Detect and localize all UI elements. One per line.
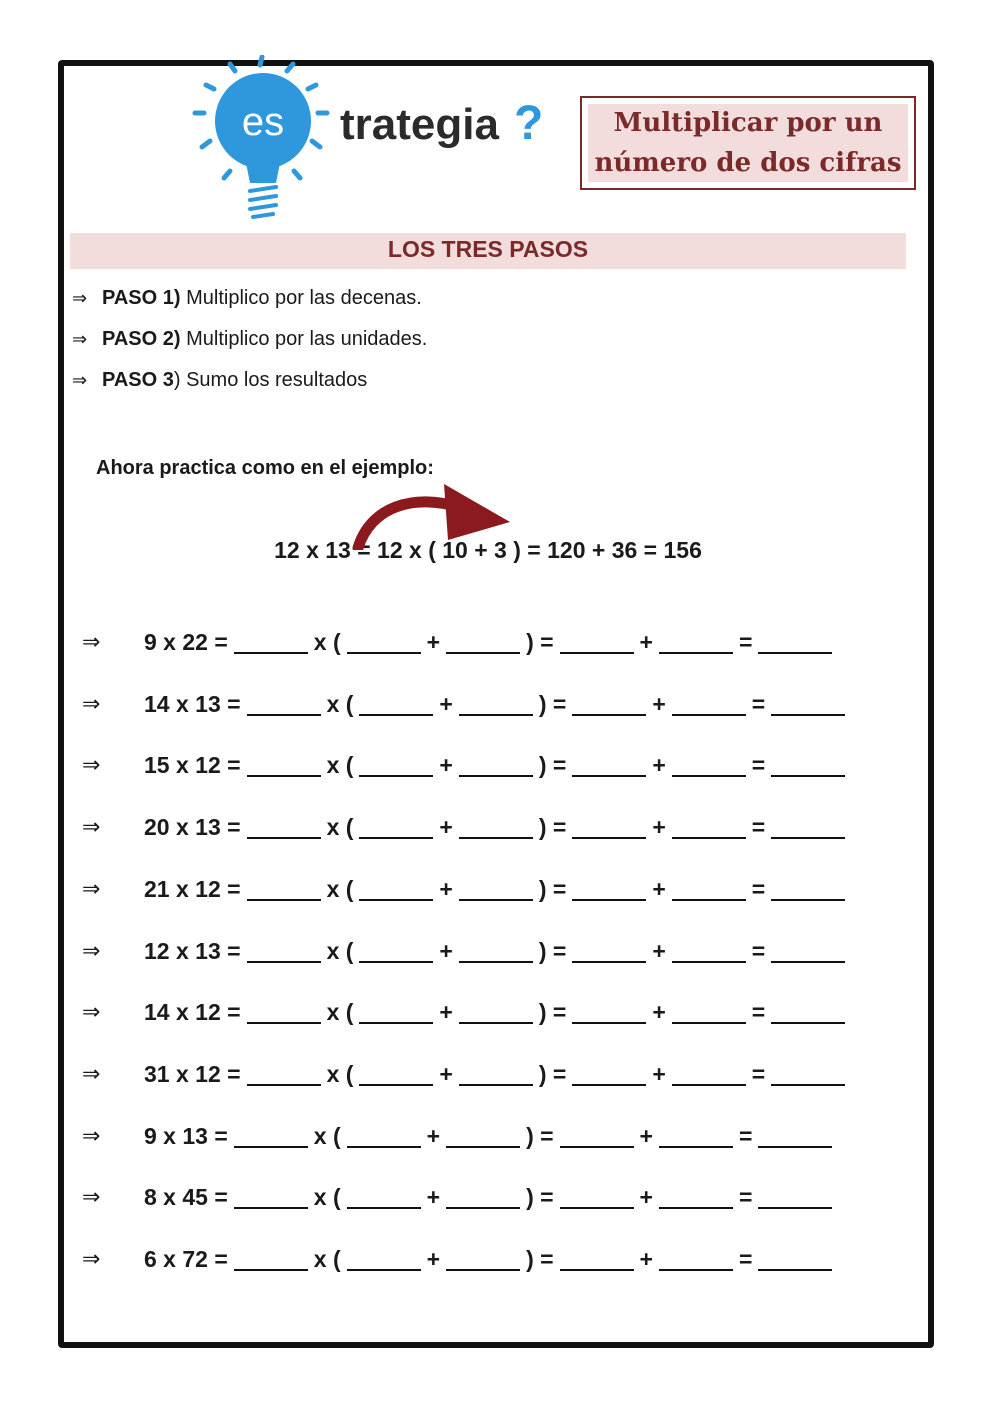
exercise-expression xyxy=(144,937,851,965)
plus-operator: + xyxy=(652,752,666,779)
implies-arrow-icon: ⇒ xyxy=(82,876,101,902)
implies-arrow-icon: ⇒ xyxy=(82,1000,101,1026)
steps-list xyxy=(72,286,427,409)
answer-blank-factor[interactable] xyxy=(234,1122,308,1148)
exercise-problem: 31 x 12 = xyxy=(144,1060,241,1087)
implies-arrow-icon: ⇒ xyxy=(82,1185,101,1211)
plus-operator: + xyxy=(439,875,453,902)
step-2-label: PASO 2) xyxy=(102,328,181,350)
equals-operator: = xyxy=(751,752,766,779)
exercise-problem: 9 x 13 = xyxy=(144,1122,228,1149)
implies-arrow-icon: ⇒ xyxy=(82,1123,101,1149)
answer-blank-product-2[interactable] xyxy=(672,690,746,716)
step-2-text: Multiplico por las unidades. xyxy=(180,328,428,350)
implies-arrow-icon: ⇒ xyxy=(72,329,88,350)
exercise-expression xyxy=(144,813,851,841)
close-equals-operator: ) = xyxy=(538,937,567,964)
answer-blank-factor[interactable] xyxy=(247,998,321,1024)
answer-blank-product-2[interactable] xyxy=(659,1245,733,1271)
exercise-problem: 9 x 22 = xyxy=(144,629,228,655)
exercise-problem: 14 x 12 = xyxy=(144,999,241,1026)
answer-blank-factor[interactable] xyxy=(247,690,321,716)
answer-blank-tens[interactable] xyxy=(347,1183,421,1209)
close-equals-operator: ) = xyxy=(526,1122,554,1149)
step-3 xyxy=(72,368,427,409)
logo-question-mark: ? xyxy=(514,97,544,150)
exercise-expression xyxy=(144,751,851,779)
plus-operator: + xyxy=(439,1060,453,1087)
plus-operator: + xyxy=(652,690,666,717)
plus-operator: + xyxy=(439,814,453,841)
exercise-expression xyxy=(144,1183,838,1211)
answer-blank-tens[interactable] xyxy=(347,1245,421,1271)
times-operator: x ( xyxy=(326,1060,354,1087)
answer-blank-factor[interactable] xyxy=(234,628,308,654)
plus-operator: + xyxy=(652,999,666,1026)
times-operator: x ( xyxy=(326,875,354,902)
exercise-expression xyxy=(144,628,838,656)
answer-blank-total[interactable] xyxy=(758,1245,832,1271)
answer-blank-product-1[interactable] xyxy=(560,1122,634,1148)
answer-blank-product-2[interactable] xyxy=(672,813,746,839)
equals-operator: = xyxy=(751,937,766,964)
answer-blank-product-2[interactable] xyxy=(672,998,746,1024)
times-operator: x ( xyxy=(326,999,354,1026)
answer-blank-tens[interactable] xyxy=(359,875,433,901)
plus-operator: + xyxy=(439,690,453,717)
exercise-problem: 21 x 12 = xyxy=(144,875,241,902)
answer-blank-product-2[interactable] xyxy=(672,937,746,963)
exercise-expression xyxy=(144,998,851,1026)
answer-blank-total[interactable] xyxy=(758,1122,832,1148)
times-operator: x ( xyxy=(313,1184,341,1211)
times-operator: x ( xyxy=(326,814,354,841)
close-equals-operator: ) = xyxy=(538,752,567,779)
exercise-problem: 14 x 13 = xyxy=(144,690,241,717)
answer-blank-total[interactable] xyxy=(771,937,845,963)
answer-blank-units[interactable] xyxy=(459,690,533,716)
answer-blank-tens[interactable] xyxy=(359,1060,433,1086)
answer-blank-total[interactable] xyxy=(771,875,845,901)
plus-operator: + xyxy=(652,937,666,964)
answer-blank-product-2[interactable] xyxy=(672,751,746,777)
exercise-problem: 20 x 13 = xyxy=(144,814,241,841)
answer-blank-product-1[interactable] xyxy=(572,813,646,839)
equals-operator: = xyxy=(751,690,766,717)
title-line-2: número de dos cifras xyxy=(594,148,902,178)
answer-blank-units[interactable] xyxy=(446,1245,520,1271)
answer-blank-tens[interactable] xyxy=(347,628,421,654)
step-3-text: ) Sumo los resultados xyxy=(173,369,368,391)
plus-operator: + xyxy=(426,629,441,655)
exercise-problem: 15 x 12 = xyxy=(144,752,241,779)
title-box xyxy=(580,96,916,190)
answer-blank-product-1[interactable] xyxy=(560,1245,634,1271)
times-operator: x ( xyxy=(326,752,354,779)
step-3-label: PASO 3 xyxy=(102,369,174,391)
answer-blank-units[interactable] xyxy=(446,628,520,654)
equals-operator: = xyxy=(751,1060,766,1087)
answer-blank-tens[interactable] xyxy=(359,751,433,777)
implies-arrow-icon: ⇒ xyxy=(82,815,101,841)
answer-blank-product-1[interactable] xyxy=(560,1183,634,1209)
answer-blank-tens[interactable] xyxy=(359,937,433,963)
close-equals-operator: ) = xyxy=(526,629,554,655)
exercise-problem: 6 x 72 = xyxy=(144,1246,228,1272)
answer-blank-product-1[interactable] xyxy=(572,751,646,777)
answer-blank-factor[interactable] xyxy=(247,813,321,839)
plus-operator: + xyxy=(639,1122,653,1149)
estrategia-logo xyxy=(190,55,550,230)
answer-blank-units[interactable] xyxy=(459,1060,533,1086)
plus-operator: + xyxy=(639,1184,653,1211)
implies-arrow-icon: ⇒ xyxy=(82,753,101,779)
plus-operator: + xyxy=(439,999,453,1026)
close-equals-operator: ) = xyxy=(538,999,567,1026)
answer-blank-product-2[interactable] xyxy=(659,1183,733,1209)
step-1-label: PASO 1) xyxy=(102,287,181,309)
step-1 xyxy=(72,286,427,327)
times-operator: x ( xyxy=(313,1246,341,1272)
answer-blank-factor[interactable] xyxy=(247,875,321,901)
plus-operator: + xyxy=(439,937,453,964)
exercise-expression xyxy=(144,1122,838,1150)
answer-blank-product-1[interactable] xyxy=(572,937,646,963)
implies-arrow-icon: ⇒ xyxy=(82,1061,101,1087)
answer-blank-product-1[interactable] xyxy=(572,875,646,901)
answer-blank-units[interactable] xyxy=(459,998,533,1024)
answer-blank-tens[interactable] xyxy=(347,1122,421,1148)
equals-operator: = xyxy=(738,1184,753,1211)
plus-operator: + xyxy=(426,1122,441,1149)
answer-blank-product-1[interactable] xyxy=(560,628,634,654)
implies-arrow-icon: ⇒ xyxy=(82,938,101,964)
step-2 xyxy=(72,327,427,368)
plus-operator: + xyxy=(639,629,653,655)
logo-trategia-text: trategia xyxy=(340,100,499,149)
answer-blank-tens[interactable] xyxy=(359,690,433,716)
implies-arrow-icon: ⇒ xyxy=(82,630,101,655)
equals-operator: = xyxy=(738,1122,753,1149)
equals-operator: = xyxy=(738,1246,753,1272)
answer-blank-factor[interactable] xyxy=(234,1183,308,1209)
answer-blank-total[interactable] xyxy=(758,628,832,654)
step-1-text: Multiplico por las decenas. xyxy=(180,287,422,309)
equals-operator: = xyxy=(751,875,766,902)
answer-blank-total[interactable] xyxy=(758,1183,832,1209)
answer-blank-total[interactable] xyxy=(771,690,845,716)
answer-blank-product-1[interactable] xyxy=(572,690,646,716)
answer-blank-product-1[interactable] xyxy=(572,1060,646,1086)
equals-operator: = xyxy=(751,814,766,841)
exercise-problem: 8 x 45 = xyxy=(144,1184,228,1211)
exercise-problem: 12 x 13 = xyxy=(144,937,241,964)
answer-blank-units[interactable] xyxy=(446,1183,520,1209)
answer-blank-factor[interactable] xyxy=(247,751,321,777)
section-banner: LOS TRES PASOS xyxy=(70,233,906,269)
close-equals-operator: ) = xyxy=(538,1060,567,1087)
answer-blank-total[interactable] xyxy=(771,1060,845,1086)
answer-blank-total[interactable] xyxy=(771,813,845,839)
answer-blank-factor[interactable] xyxy=(247,937,321,963)
answer-blank-units[interactable] xyxy=(459,751,533,777)
answer-blank-units[interactable] xyxy=(459,813,533,839)
answer-blank-units[interactable] xyxy=(446,1122,520,1148)
title-line-1: Multiplicar por un xyxy=(613,108,883,138)
exercise-expression xyxy=(144,875,851,903)
exercise-expression xyxy=(144,1060,851,1088)
close-equals-operator: ) = xyxy=(538,875,567,902)
close-equals-operator: ) = xyxy=(526,1184,554,1211)
times-operator: x ( xyxy=(326,690,354,717)
equals-operator: = xyxy=(751,999,766,1026)
plus-operator: + xyxy=(652,1060,666,1087)
curved-arrow-icon xyxy=(352,478,512,550)
times-operator: x ( xyxy=(313,629,341,655)
implies-arrow-icon: ⇒ xyxy=(82,691,101,717)
close-equals-operator: ) = xyxy=(538,690,567,717)
answer-blank-total[interactable] xyxy=(771,751,845,777)
answer-blank-product-2[interactable] xyxy=(659,628,733,654)
answer-blank-units[interactable] xyxy=(459,875,533,901)
exercise-expression xyxy=(144,690,851,718)
answer-blank-product-2[interactable] xyxy=(672,875,746,901)
answer-blank-tens[interactable] xyxy=(359,998,433,1024)
equals-operator: = xyxy=(738,629,753,655)
exercise-expression xyxy=(144,1245,838,1273)
answer-blank-product-2[interactable] xyxy=(672,1060,746,1086)
plus-operator: + xyxy=(652,875,666,902)
implies-arrow-icon: ⇒ xyxy=(82,1247,101,1272)
plus-operator: + xyxy=(639,1246,653,1272)
implies-arrow-icon: ⇒ xyxy=(72,370,88,391)
times-operator: x ( xyxy=(313,1122,341,1149)
close-equals-operator: ) = xyxy=(538,814,567,841)
answer-blank-tens[interactable] xyxy=(359,813,433,839)
plus-operator: + xyxy=(439,752,453,779)
answer-blank-units[interactable] xyxy=(459,937,533,963)
times-operator: x ( xyxy=(326,937,354,964)
close-equals-operator: ) = xyxy=(526,1246,554,1272)
implies-arrow-icon: ⇒ xyxy=(72,288,88,309)
plus-operator: + xyxy=(426,1246,441,1272)
answer-blank-factor[interactable] xyxy=(247,1060,321,1086)
plus-operator: + xyxy=(652,814,666,841)
answer-blank-product-2[interactable] xyxy=(659,1122,733,1148)
plus-operator: + xyxy=(426,1184,441,1211)
answer-blank-total[interactable] xyxy=(771,998,845,1024)
instruction-text: Ahora practica como en el ejemplo: xyxy=(96,457,434,479)
answer-blank-factor[interactable] xyxy=(234,1245,308,1271)
answer-blank-product-1[interactable] xyxy=(572,998,646,1024)
logo-es-text: es xyxy=(241,100,285,144)
example-equation: 12 x 13 = 12 x ( 10 + 3 ) = 120 + 36 = 156 xyxy=(274,537,702,563)
